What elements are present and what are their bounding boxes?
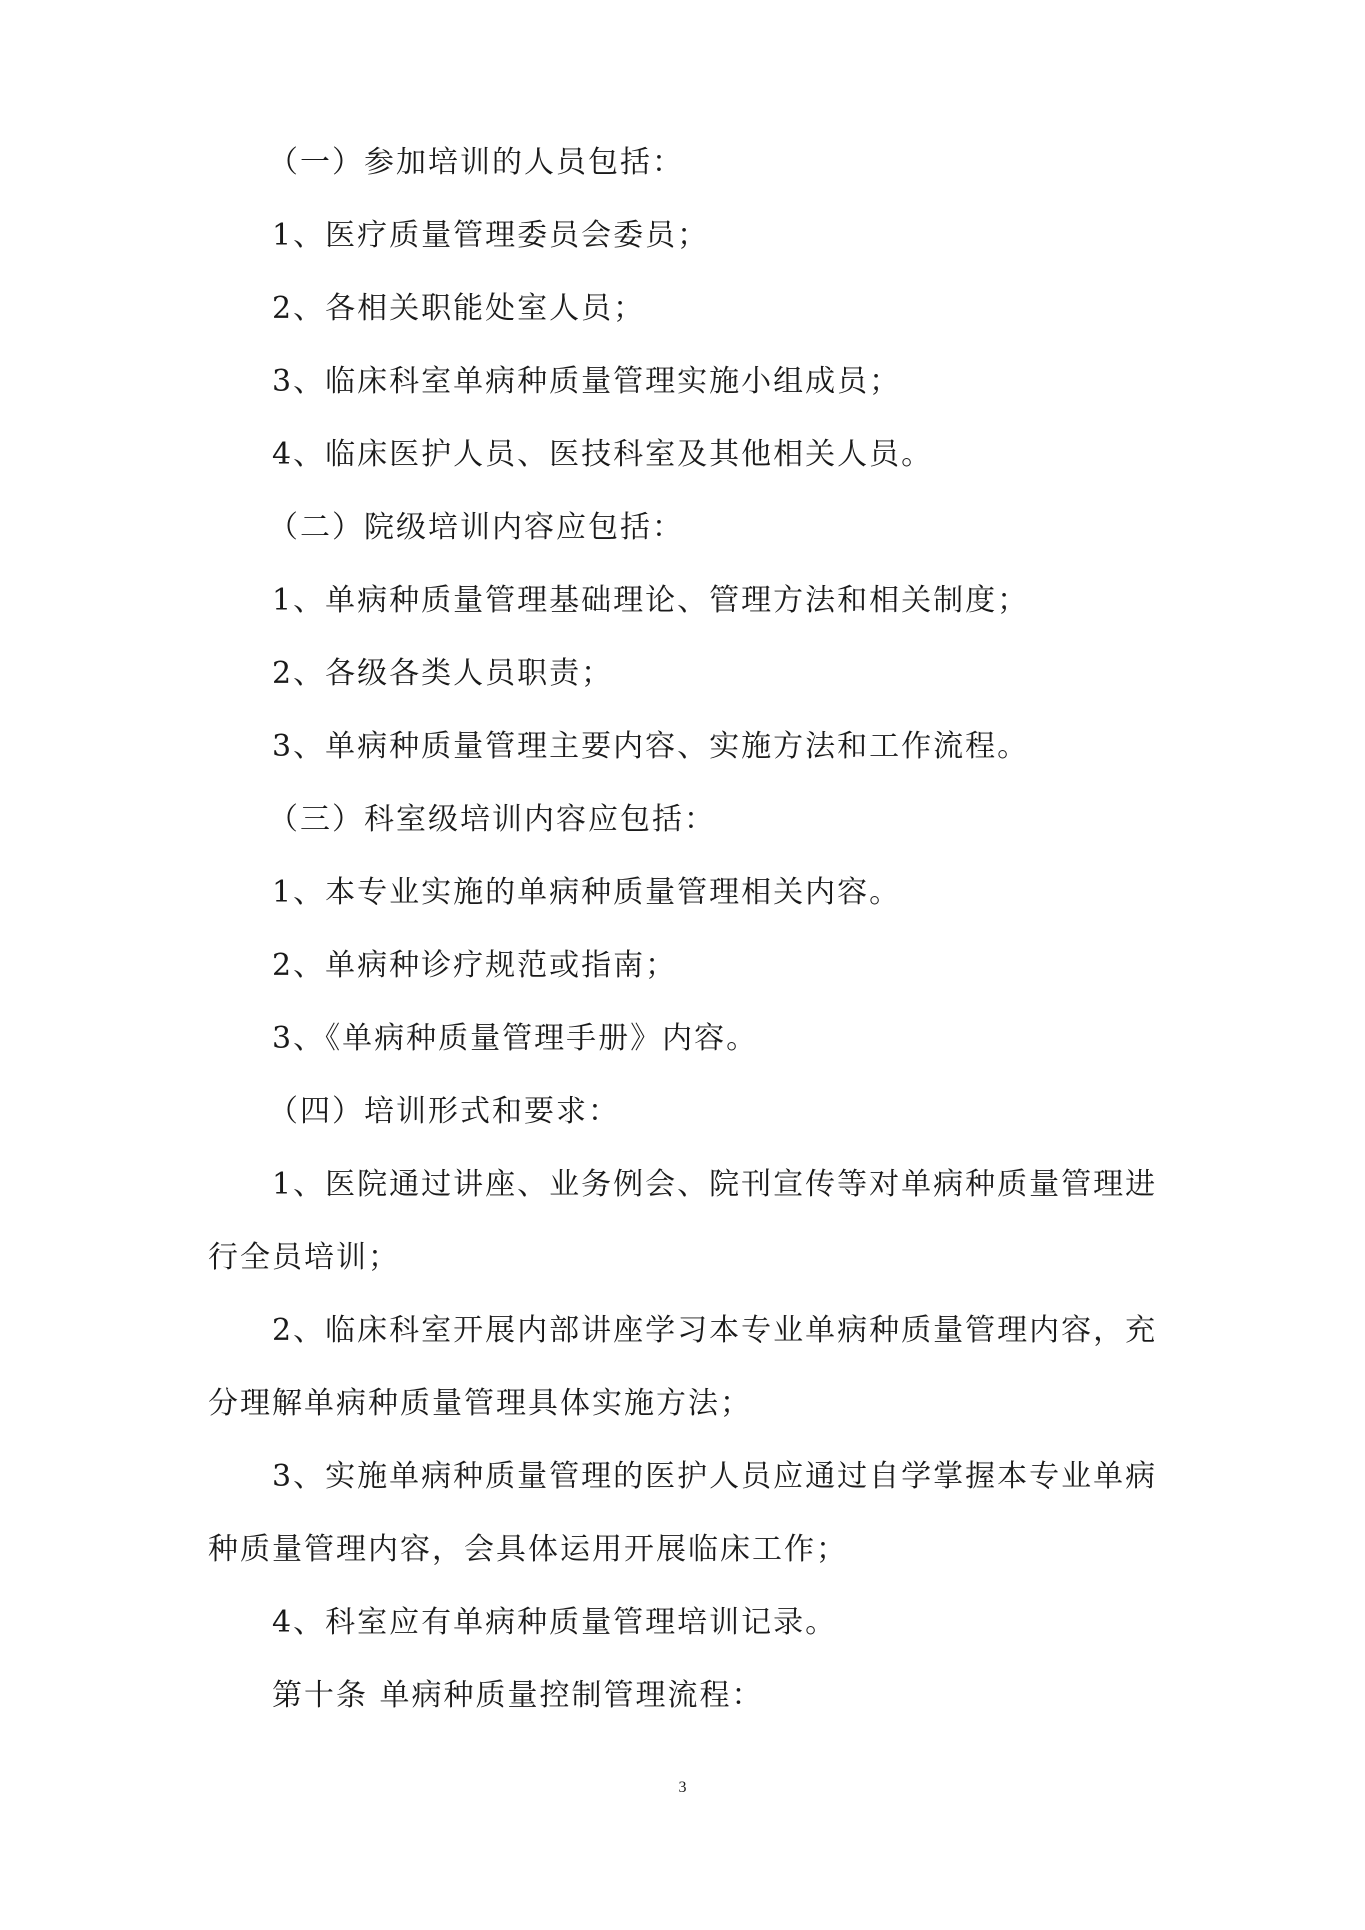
paragraph-training-participants-heading: （一）参加培训的人员包括： xyxy=(268,145,684,180)
paragraph-item: 2、单病种诊疗规范或指南； xyxy=(272,948,678,983)
paragraph-department-training-heading: （三）科室级培训内容应包括： xyxy=(268,802,716,837)
paragraph-item: 4、科室应有单病种质量管理培训记录。 xyxy=(272,1605,838,1640)
paragraph-item: 1、单病种质量管理基础理论、管理方法和相关制度； xyxy=(272,583,1030,618)
paragraph-item: 2、各相关职能处室人员； xyxy=(272,291,646,326)
paragraph-continuation: 行全员培训； xyxy=(208,1240,400,1275)
paragraph-continuation: 种质量管理内容，会具体运用开展临床工作； xyxy=(208,1532,848,1567)
paragraph-item: 2、临床科室开展内部讲座学习本专业单病种质量管理内容，充 xyxy=(272,1313,1158,1348)
article-ten-heading: 第十条 单病种质量控制管理流程： xyxy=(272,1678,764,1713)
paragraph-item: 3、实施单病种质量管理的医护人员应通过自学掌握本专业单病 xyxy=(272,1459,1158,1494)
paragraph-training-format-heading: （四）培训形式和要求： xyxy=(268,1094,620,1129)
paragraph-item: 3、《单病种质量管理手册》内容。 xyxy=(272,1021,759,1056)
paragraph-item: 3、单病种质量管理主要内容、实施方法和工作流程。 xyxy=(272,729,1030,764)
paragraph-hospital-training-heading: （二）院级培训内容应包括： xyxy=(268,510,684,545)
paragraph-item: 1、医院通过讲座、业务例会、院刊宣传等对单病种质量管理进 xyxy=(272,1167,1158,1202)
paragraph-item: 3、临床科室单病种质量管理实施小组成员； xyxy=(272,364,902,399)
paragraph-item: 4、临床医护人员、医技科室及其他相关人员。 xyxy=(272,437,934,472)
paragraph-item: 2、各级各类人员职责； xyxy=(272,656,614,691)
paragraph-item: 1、医疗质量管理委员会委员； xyxy=(272,218,710,253)
paragraph-continuation: 分理解单病种质量管理具体实施方法； xyxy=(208,1386,752,1421)
page-number: 3 xyxy=(678,1779,687,1796)
paragraph-item: 1、本专业实施的单病种质量管理相关内容。 xyxy=(272,875,902,910)
